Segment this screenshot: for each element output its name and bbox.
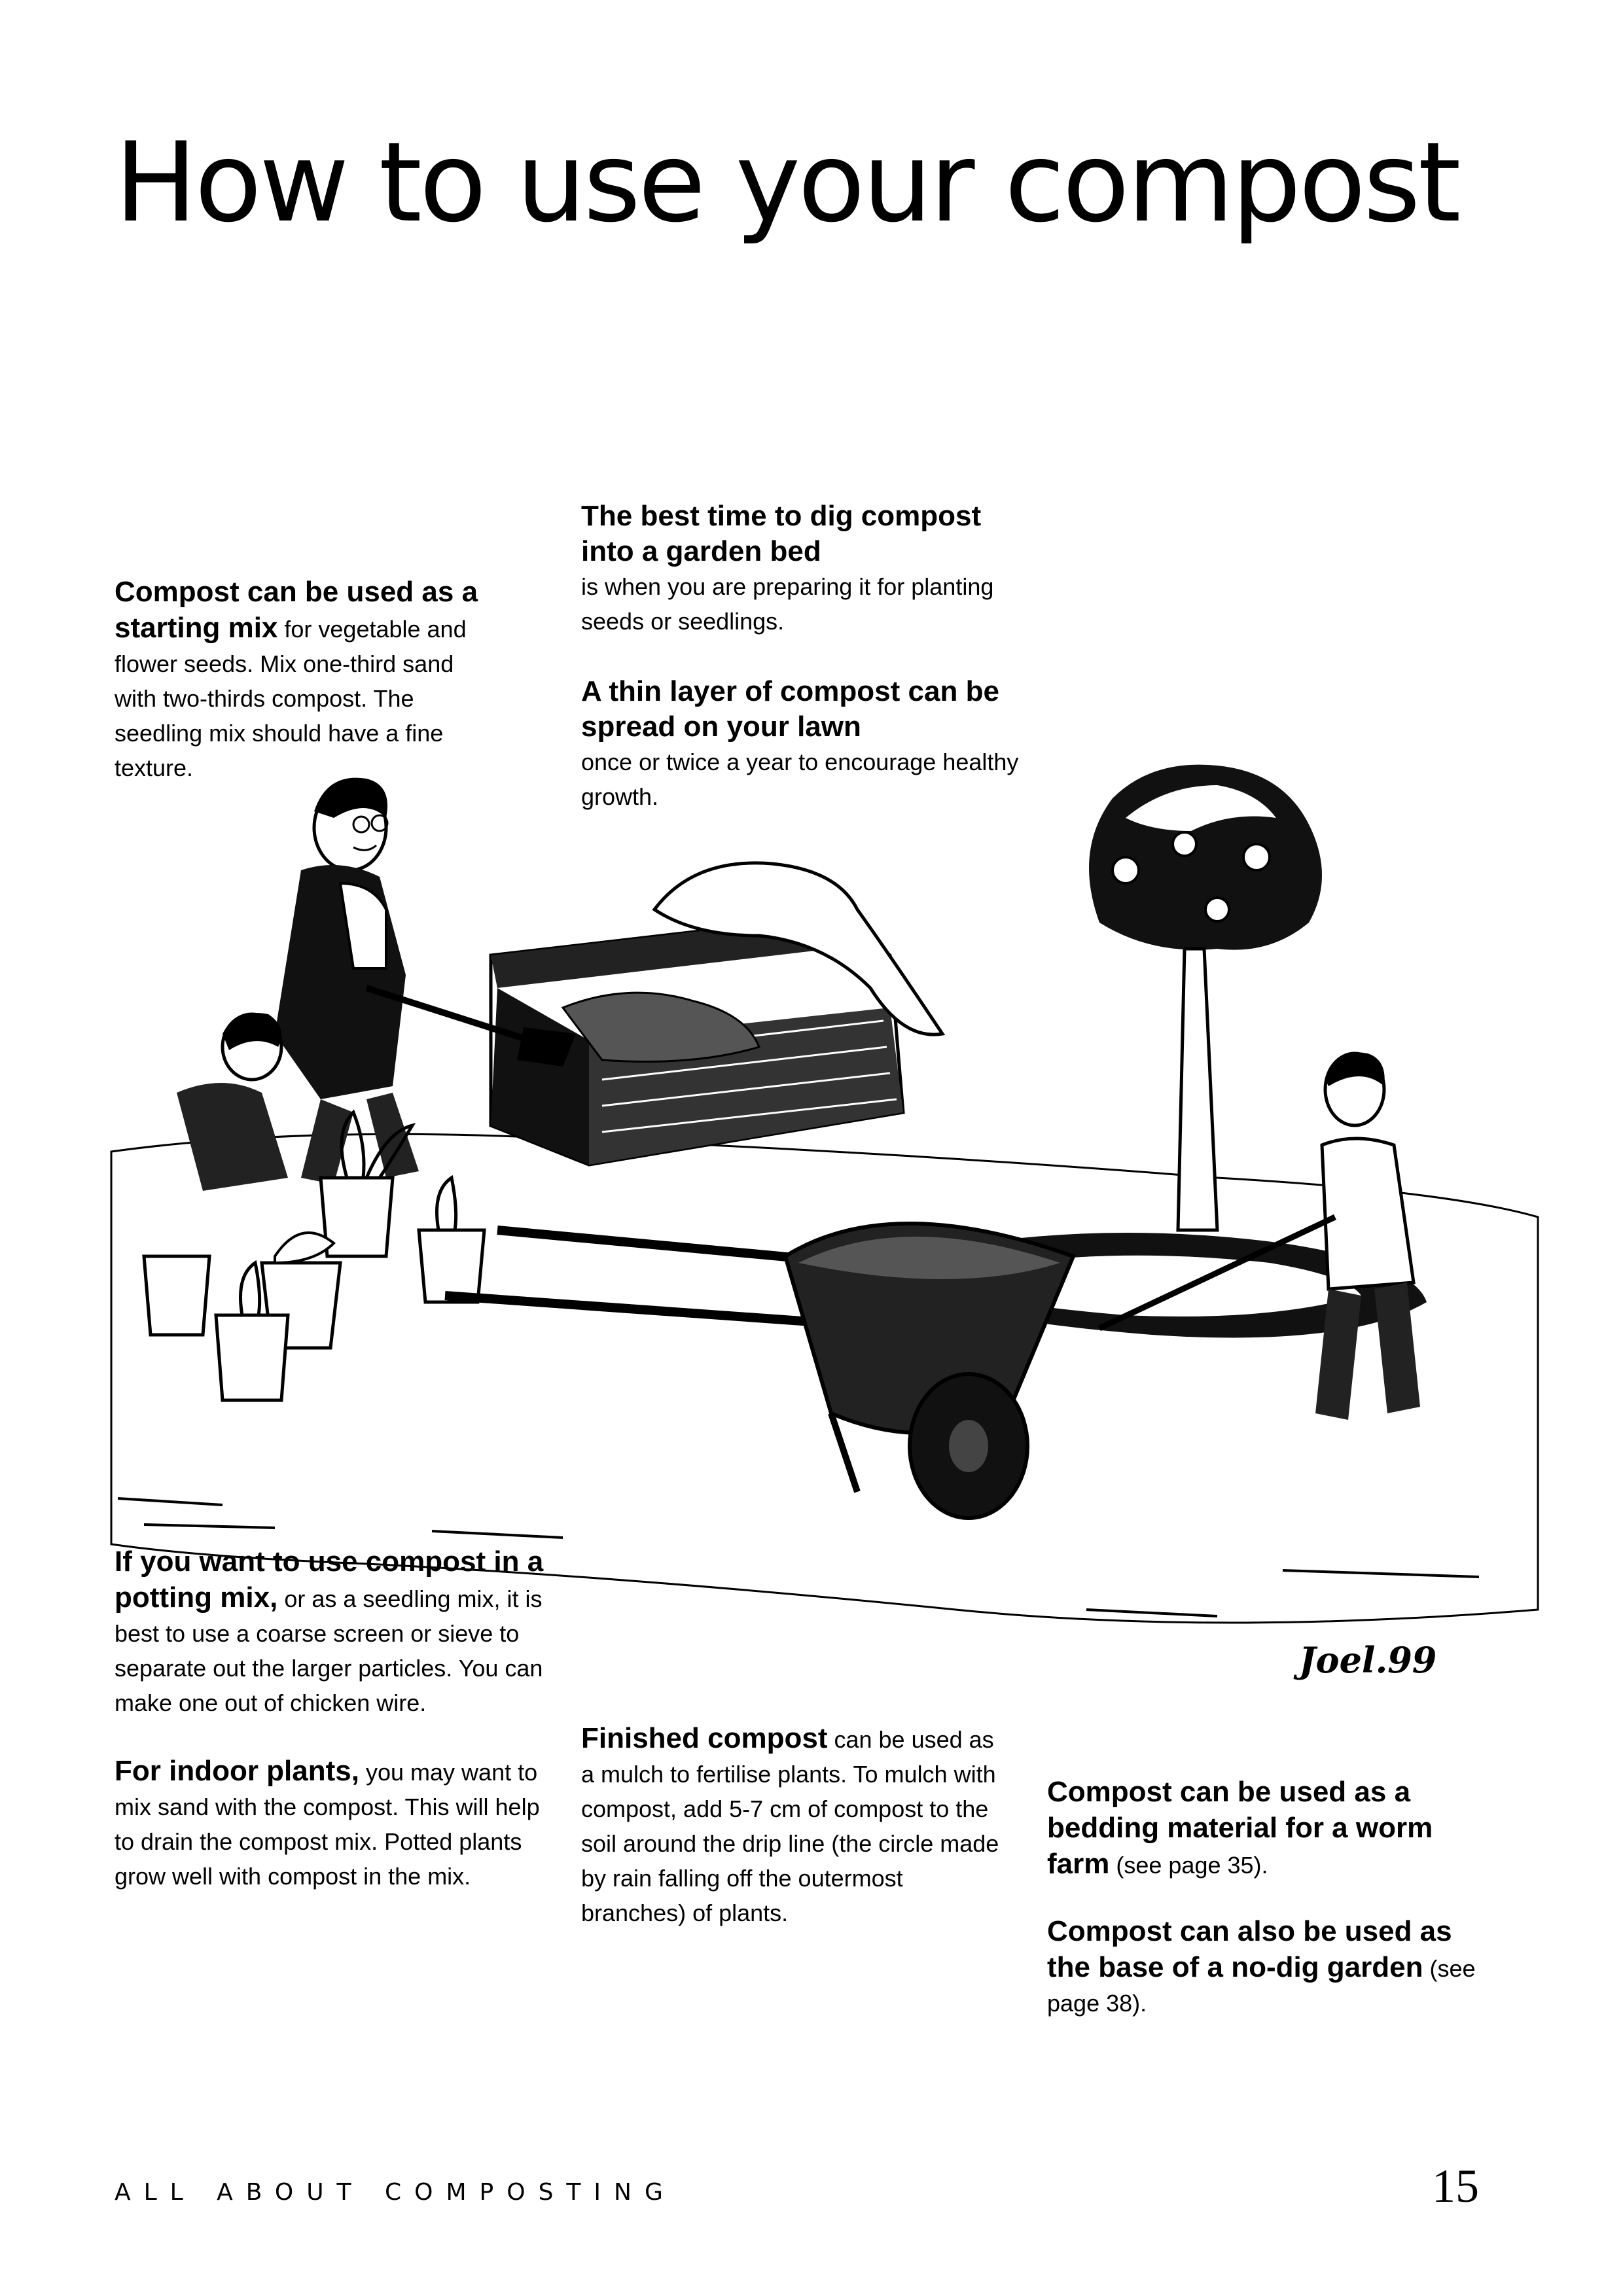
- section-lead: If you want to use compost in a potting mix,: [115, 1545, 544, 1614]
- section-lead: A thin layer of compost can be spread on your lawn: [581, 675, 999, 743]
- footer-label: ALL ABOUT COMPOSTING: [115, 2179, 676, 2206]
- section-lead: Finished compost: [581, 1722, 828, 1754]
- page-title: How to use your compost: [115, 118, 1459, 247]
- section-potting-mix: [115, 1544, 546, 1720]
- compost-bin: [491, 863, 942, 1165]
- tree: [1089, 765, 1322, 1230]
- page-number: 15: [1432, 2160, 1479, 2212]
- artist-signature: Joel.99: [1299, 1639, 1437, 1681]
- section-lead: For indoor plants,: [115, 1755, 359, 1787]
- section-starting-mix: [115, 574, 481, 785]
- section-body: or as a seedling mix, it is best to use a coarse screen or sieve to separate out the larger particles. You can make one out of chicken wire.: [115, 1585, 543, 1716]
- section-body: (see page 38).: [1047, 1955, 1476, 2017]
- section-no-dig-garden: [1047, 1914, 1492, 2021]
- section-worm-farm: [1047, 1775, 1492, 1882]
- section-finished-compost: [581, 1721, 1013, 1930]
- section-body: (see page 35).: [1109, 1852, 1268, 1879]
- section-lead: The best time to dig compost into a garden bed: [581, 500, 982, 567]
- section-lead: Compost can also be used as the base of a no-dig garden: [1047, 1915, 1452, 1983]
- section-best-time: [581, 499, 1026, 639]
- section-body: you may want to mix sand with the compost. This will help to drain the compost mix. Potted plants grow well with compost in the mix.: [115, 1759, 540, 1890]
- section-lead: Compost can be used as a starting mix: [115, 576, 478, 644]
- section-lead: Compost can be used as a bedding material for a worm farm: [1047, 1776, 1433, 1880]
- section-body: is when you are preparing it for planting seeds or seedlings.: [581, 573, 994, 635]
- section-body: can be used as a mulch to fertilise plants. To mulch with compost, add 5-7 cm of compost to the soil around the drip line (the circle made by rain falling off the outermost branches) of plants.: [581, 1726, 999, 1926]
- section-body: once or twice a year to encourage healthy growth.: [581, 749, 1019, 810]
- section-body: for vegetable and flower seeds. Mix one-third sand with two-thirds compost. The seedling mix should have a fine texture.: [115, 616, 467, 781]
- section-indoor-plants: [115, 1754, 546, 1894]
